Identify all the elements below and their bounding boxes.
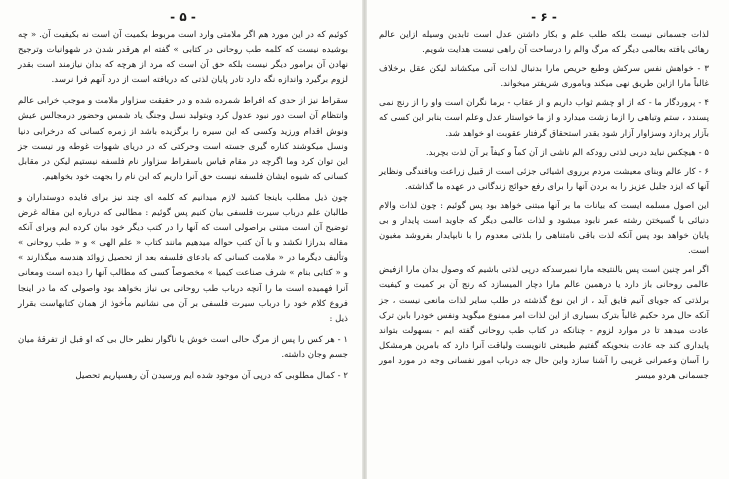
list-item: ۳ - خواهش نفس سرکش وطبع حریص مارا بدنبال لذات آنی میکشاند لیکن عقل برخلاف غالباً مارا ازاین طریق نهی میکند وباموری شریفتر میخواند. xyxy=(379,64,709,90)
paragraph: لذات جسمانی نیست بلکه طلب علم و بکار داشتن عدل است تابدین وسیله ازاین عالم رهائی یافته بعالمی دیگر که مرگ والم را درساحت آن راهی نیست هدایت شویم. xyxy=(379,30,709,56)
page-body xyxy=(18,28,348,384)
list-item: ۱ - هر کس را پس از مرگ حالی است خوش یا ناگوار نظیر حال بی که او قبل از تفرقهٔ میان جسم وجان داشته. xyxy=(18,334,348,360)
left-page xyxy=(0,0,362,479)
list-item: ۶ - کار عالم وبنای معیشت مردم برروی اشیائی جزئی است از قبیل زراعت وبافندگی ونظایر آنها که ایزد جلیل عزیز را به بردن آنها را برای رفع حوائج زندگانی در عهده ما گذاشته. xyxy=(379,166,709,192)
paragraph: سقراط نیز از حدی که افراط شمرده شده و در حقیقت سزاوار ملامت و موجب خرابی عالم وانتظام آن است دور نبود عدول کرد وبتولید نسل وجنگ یاد شمس وحضور درمجالس عیش ونوش اقدام ورزید وکسی که این سیره را برگزیده باشد از زمره کسانی که درخرابی دنیا ونسل میکوشند کناره گیری جسته است وحرکتی که در دریای شهوات غوطه ور نیست جز این توان کرد وما اگرچه در مقام قیاس باسقراط سزاوار نام فلسفه نیستیم لیکن در مقابل کسانی که شیوه ایشان فلسفه نیست حق آنرا داریم که این نام را بجهت خود بخواهیم. xyxy=(18,96,348,182)
paragraph: این اصول مسلمه ایست که بیانات ما بر آنها مبتنی خواهد بود پس گوئیم : چون لذات والام دنیائی با گسیختن رشته عمر نابود میشود و لذات عالمی دیگر که جاوید است پایدار و بی پایان خواهد بود پس آنکه لذت باقی نامتناهی را بلذتی معدوم را با نابپایدار بفروشد مغبون است. xyxy=(379,200,709,257)
paragraph: چون ذیل مطلب باینجا کشید لازم میدانیم که کلمه ای چند نیز برای فایده دوستداران و طالبان علم درباب سیرت فلسفی بیان کنیم پس گوئیم : مطالبی که درباره این مقاله غرض توضیح آن است مبتنی براصولی است که آنها را در کتب دیگر خود بیان کرده ایم وبرای آنکه مقاله بدرازا نکشد و با آن کتب حواله میدهیم مانند کتاب « علم الهی » و « طب روحانی » وتألیف دیگرما در « ملامت کسانی که بادعای فلسفه بعد از تحصیل زوائد هندسه میگذارند » و « کتابی بنام » شرف صناعت کیمیا » مخصوصاً کسی که مطالب آنها را دیده است ومعانی آنرا فهمیده است ما را آنچه درباب طب روحانی بی نیاز بخواهد بود واصولی که ما در اینجا فروع کلام خود را درباب سیرت فلسفی بر آن می نشانیم مأخوذ از همان کتابهاست بقرار ذیل : xyxy=(18,192,348,324)
list-item: ۵ - هیچکس نباید دربی لذتی رودکه الم ناشی از آن کماً و کیفاً بر آن لذت بچربد. xyxy=(425,147,709,158)
paragraph: کوئیم که در این مورد هم اگر ملامتی وارد است مربوط بکمیت آن است نه بکیفیت آن. « چه بوشیده نیست که کلمه طب روحانی در کتابی » گفته ام هرقدر شدن در شهوانیات وترجیح نهادن آن برامور دیگر نیست بلکه حق آن است که مرد از هرچه که بدان نیازمند است بقدر لزوم برگیرد واندازه نگه دارد تادر پایان لذتی که دریافته است از درد آنهم فرا نرسد. xyxy=(18,30,348,86)
list-item: ۲ - کمال مطلوبی که درپی آن موجود شده ایم ورسیدن آن رهسپاریم تحصیل xyxy=(75,370,348,381)
page-number: - ۵ - xyxy=(170,10,196,24)
page-number: - ۶ - xyxy=(531,10,557,24)
paragraph: اگر امر چنین است پس بالنتیجه مارا نمیرسدکه درپی لذتی باشیم که وصول بدان مارا ازفیض عالمی روحانی باز دارد یا درهمین عالم مارا دچار المیسازد که رنج آن بر کمیت و کیفیت برلذتی که جویای آنیم فایق آید ، از این نوع گذشته در طلب سایر لذات مانعی نیست ، جز آنکه حال مرد حکیم غالباً بترک بسیاری از این لذات امر ممنوع میگوید ونفس خودرا بابن ترک عادت میدهد تا در موارد لزوم - چنانکه در کتاب طب روحانی گفته ایم - بسهولت بتواند پایداری کند جه عادت بنحویکه گفتیم طبیعتی ثانویست ولیاقت آنرا دارد که بامرین هرمشکل را آسان وعمرانی غریبی را آشنا سازد واین حال جه درباب امور نفسانی وجه در مورد امور جسمانی هردو میسر xyxy=(379,265,709,381)
right-page xyxy=(367,0,729,479)
page-body xyxy=(379,28,709,384)
list-item: ۴ - پروردگار ما - که از او چشم ثواب داریم و از عقاب - برما نگران است واو را از رنج نمی پسندد ، ستم وتباهی را ازما زشت میدارد و از ما خواستار عدل وعلم است بنابر این کسی که بآزار پردازد وسزاوار آزار شود بقدر استحقاق گرفتار عقوبت او خواهد شد. xyxy=(379,98,709,139)
